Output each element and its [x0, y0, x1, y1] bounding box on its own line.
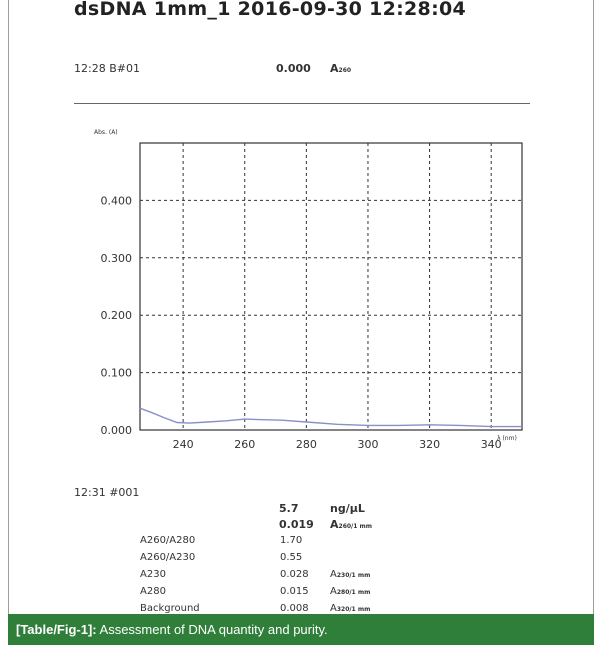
result-label: A230 — [140, 569, 166, 580]
result-unit: A320/1 mm — [330, 603, 371, 614]
measurement-value: 0.000 — [276, 62, 311, 75]
caption-tag: [Table/Fig-1]: — [16, 622, 97, 637]
concentration-unit: ng/µL — [330, 502, 365, 515]
measurement-unit: A260 — [330, 62, 352, 75]
result-unit-sub: 320/1 mm — [336, 606, 371, 613]
result-value: 0.008 — [280, 603, 309, 614]
caption-text: Assessment of DNA quantity and purity. — [96, 622, 328, 637]
y-tick-label: 0.200 — [100, 309, 132, 323]
a260-unit: A260/1 mm — [330, 518, 372, 531]
result-unit: A280/1 mm — [330, 586, 371, 597]
y-axis-label: Abs. (A) — [94, 129, 118, 136]
x-tick-label: 320 — [419, 438, 441, 451]
results-time-id: 12:31 #001 — [74, 486, 140, 499]
absorbance-series-line — [140, 408, 522, 426]
result-value: 0.55 — [280, 552, 303, 563]
measurement-unit-sub: 260 — [338, 67, 352, 74]
measurement-time-id: 12:28 B#01 — [74, 62, 140, 75]
x-axis-label: λ (nm) — [497, 435, 517, 442]
result-label: A280 — [140, 586, 166, 597]
a260-unit-sub: 260/1 mm — [338, 523, 372, 530]
result-unit: A230/1 mm — [330, 569, 371, 580]
y-tick-label: 0.400 — [100, 194, 132, 208]
x-tick-label: 300 — [357, 438, 379, 451]
y-tick-label: 0.000 — [100, 424, 132, 437]
result-label: Background — [140, 603, 200, 614]
concentration-value: 5.7 — [279, 502, 299, 515]
plot-frame — [140, 143, 522, 430]
result-value: 0.015 — [280, 586, 309, 597]
measurement-title: dsDNA 1mm_1 2016-09-30 12:28:04 — [74, 0, 467, 20]
result-label: A260/A230 — [140, 552, 196, 563]
x-tick-label: 260 — [234, 438, 256, 451]
figure-caption — [8, 614, 594, 645]
result-unit-sub: 230/1 mm — [336, 572, 371, 579]
y-tick-label: 0.100 — [100, 366, 132, 380]
result-value: 1.70 — [280, 535, 303, 546]
a260-value: 0.019 — [279, 518, 314, 531]
result-unit-sub: 280/1 mm — [336, 589, 371, 596]
result-label: A260/A280 — [140, 535, 196, 546]
y-tick-label: 0.300 — [100, 251, 132, 265]
x-tick-label: 240 — [172, 438, 194, 451]
x-tick-label: 340 — [480, 438, 502, 451]
result-value: 0.028 — [280, 569, 309, 580]
x-tick-label: 280 — [295, 438, 317, 451]
